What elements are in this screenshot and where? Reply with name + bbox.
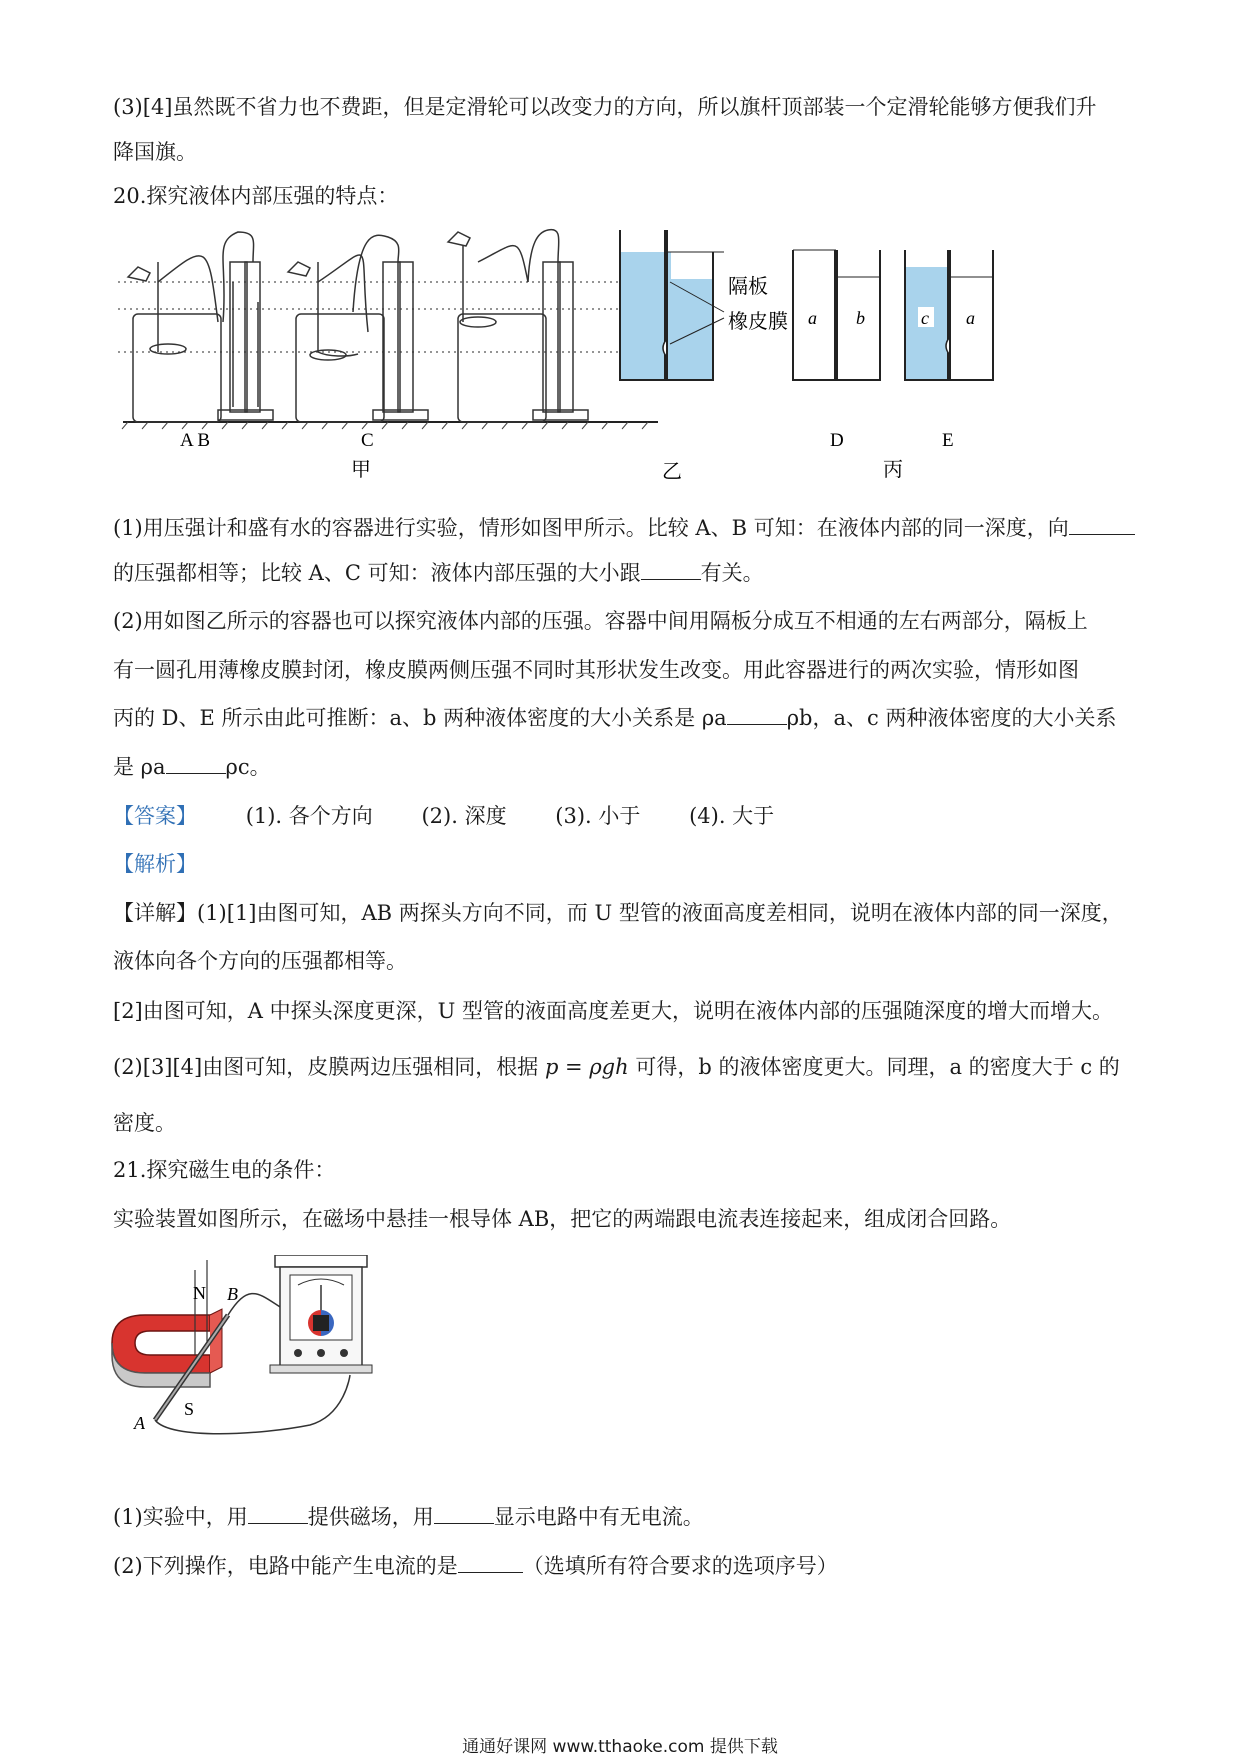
q20-title: 20.探究液体内部压强的特点： — [113, 184, 399, 208]
beaker-c — [288, 235, 428, 422]
answer-4: (4). 大于 — [689, 804, 775, 828]
detail-line4: (2)[3][4]由图可知，皮膜两边压强相同，根据 p = ρgh 可得，b 的液体密度更大。同理，a 的密度大于 c 的 — [113, 1055, 1120, 1079]
caption-jia: 甲 — [351, 459, 371, 481]
electromagnetic-induction-figure — [110, 1255, 410, 1440]
label-d: D — [830, 430, 844, 451]
q21-intro: 实验装置如图所示，在磁场中悬挂一根导体 AB，把它的两端跟电流表连接起来，组成闭合回路。 — [113, 1207, 1012, 1231]
label-ab: A B — [180, 430, 211, 451]
q20-part2-line4: 是 ρa ρc。 — [113, 755, 271, 779]
label-geban: 隔板 — [728, 276, 768, 298]
q21-title: 21.探究磁生电的条件： — [113, 1158, 336, 1182]
q19-line-1: (3)[4]虽然既不省力也不费距，但是定滑轮可以改变力的方向，所以旗杆顶部装一个定滑轮能够方便我们升 — [113, 95, 1097, 119]
pressure-experiment-figure — [118, 222, 1128, 492]
q21-part2: (2)下列操作，电路中能产生电流的是 （选填所有符合要求的选项序号） — [113, 1554, 838, 1578]
beaker-third — [448, 230, 588, 422]
label-a: A — [134, 1413, 145, 1433]
q20-part1-line2: 的压强都相等；比较 A、C 可知：液体内部压强的大小跟 有关。 — [113, 561, 764, 585]
answer-blank-2[interactable] — [641, 559, 701, 580]
liquid-a-d: a — [808, 308, 817, 328]
label-n: N — [193, 1283, 206, 1303]
answer-blank-1[interactable] — [1069, 514, 1135, 535]
q21-part1: (1)实验中，用 提供磁场，用 显示电路中有无电流。 — [113, 1505, 704, 1529]
label-s: S — [184, 1399, 195, 1419]
caption-bing: 丙 — [883, 459, 903, 481]
caption-yi: 乙 — [662, 461, 682, 483]
label-c: C — [361, 430, 374, 451]
answer-blank-7[interactable] — [458, 1552, 523, 1573]
detail-line3: [2]由图可知，A 中探头深度更深，U 型管的液面高度差更大，说明在液体内部的压强随深度的增大而增大。 — [113, 999, 1113, 1023]
answer-blank-6[interactable] — [434, 1503, 494, 1524]
analysis-tag: 【解析】 — [113, 852, 197, 876]
q20-part2-line1: (2)用如图乙所示的容器也可以探究液体内部的压强。容器中间用隔板分成互不相通的左右两部分，隔板上 — [113, 609, 1088, 633]
answer-line — [113, 801, 774, 831]
answer-2: (2). 深度 — [421, 804, 507, 828]
answer-tag: 【答案】 — [113, 804, 197, 828]
ammeter — [270, 1255, 372, 1373]
label-xiangpimo: 橡皮膜 — [728, 311, 788, 333]
answer-blank-3[interactable] — [727, 704, 787, 725]
liquid-b-d: b — [856, 308, 865, 328]
detail-line2: 液体向各个方向的压强都相等。 — [113, 949, 407, 973]
formula: p = ρgh — [544, 1055, 629, 1079]
answer-1: (1). 各个方向 — [245, 804, 373, 828]
label-e: E — [942, 430, 954, 451]
label-b: B — [227, 1284, 238, 1304]
liquid-a-e: a — [966, 308, 975, 328]
q20-part2-line2: 有一圆孔用薄橡皮膜封闭，橡皮膜两侧压强不同时其形状发生改变。用此容器进行的两次实验，情形如图 — [113, 658, 1079, 682]
q20-part1-line1: (1)用压强计和盛有水的容器进行实验，情形如图甲所示。比较 A、B 可知：在液体内部的同一深度，向 — [113, 513, 1135, 543]
q19-line-2: 降国旗。 — [113, 140, 197, 164]
container-d — [793, 250, 880, 380]
answer-blank-4[interactable] — [166, 753, 226, 774]
beaker-ab — [128, 232, 273, 422]
q20-part2-line3: 丙的 D、E 所示由此可推断：a、b 两种液体密度的大小关系是 ρa ρb，a、c 两种液体密度的大小关系 — [113, 706, 1117, 730]
detail-line5: 密度。 — [113, 1111, 176, 1135]
answer-blank-5[interactable] — [248, 1503, 308, 1524]
detail-line1: 【详解】(1)[1]由图可知，AB 两探头方向不同，而 U 型管的液面高度差相同，说明在液体内部的同一深度， — [113, 901, 1123, 925]
page-footer: 通通好课网 www.tthaoke.com 提供下载 — [462, 1737, 778, 1757]
answer-3: (3). 小于 — [555, 804, 641, 828]
liquid-c-e: c — [921, 308, 929, 328]
container-yi — [620, 230, 724, 380]
detail-tag: 【详解】 — [113, 901, 197, 925]
